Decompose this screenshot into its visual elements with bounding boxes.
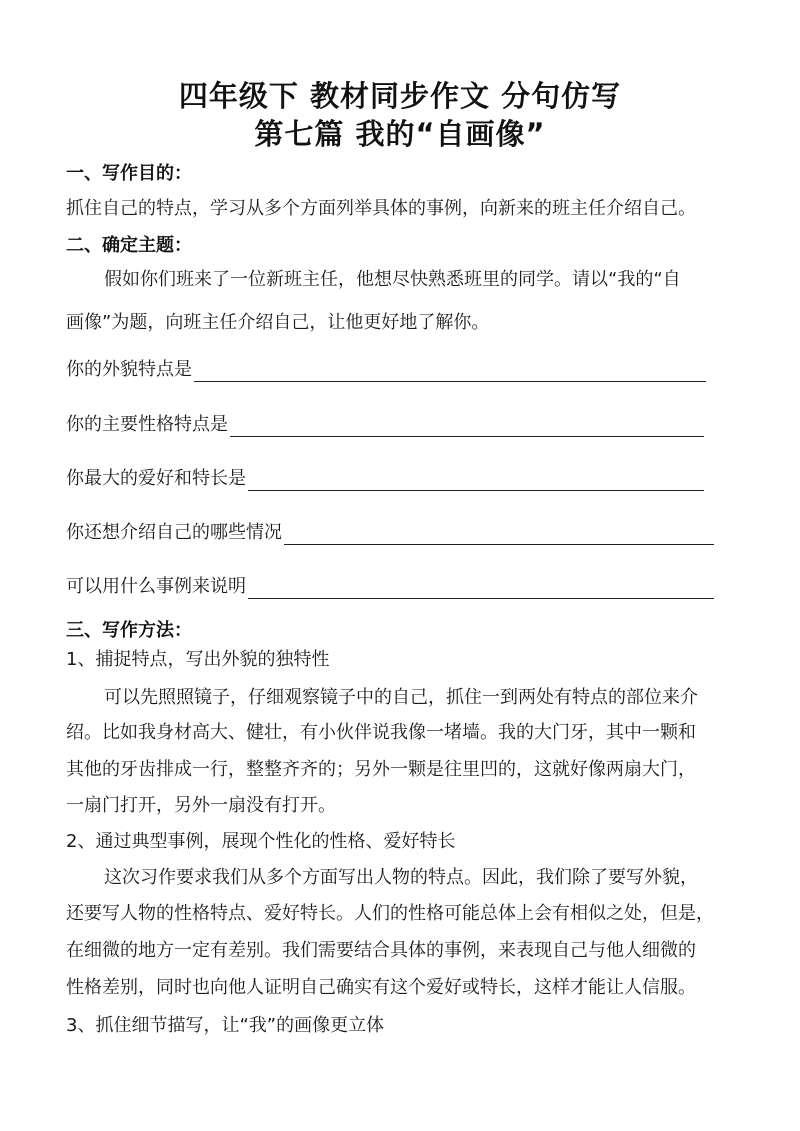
fill-in-row (66, 413, 704, 437)
page-title: 四年级下 教材同步作文 分句仿写 (178, 79, 622, 113)
method-2-line: 还要写人物的性格特点、爱好特长。人们的性格可能总体上会有相似之处，但是， (66, 903, 714, 924)
prompt-label: 可以用什么事例来说明 (66, 576, 246, 597)
theme-paragraph-line: 画像”为题，向班主任介绍自己，让他更好地了解你。 (66, 312, 490, 333)
section-heading-method: 三、写作方法： (66, 620, 192, 641)
fill-in-row (66, 358, 706, 382)
theme-paragraph-line: 假如你们班来了一位新班主任，他想尽快熟悉班里的同学。请以“我的“自 (104, 269, 681, 290)
page-subtitle: 第七篇 我的“自画像” (254, 117, 546, 151)
answer-blank[interactable] (248, 578, 714, 599)
section-heading-theme: 二、确定主题： (66, 235, 192, 256)
fill-in-row (66, 521, 714, 545)
method-1-line: 其他的牙齿排成一行，整整齐齐的；另外一颗是往里凹的，这就好像两扇大门， (66, 759, 696, 780)
purpose-text: 抓住自己的特点，学习从多个方面列举具体的事例，向新来的班主任介绍自己。 (66, 198, 696, 219)
answer-blank[interactable] (230, 416, 704, 437)
method-1-line: 绍。比如我身材高大、健壮，有小伙伴说我像一堵墙。我的大门牙，其中一颗和 (66, 722, 696, 743)
method-title-2: 2、通过典型事例，展现个性化的性格、爱好特长 (66, 831, 456, 852)
method-2-line: 在细微的地方一定有差别。我们需要结合具体的事例，来表现自己与他人细微的 (66, 940, 696, 961)
answer-blank[interactable] (194, 361, 706, 382)
fill-in-row (66, 467, 704, 491)
fill-in-row (66, 575, 714, 599)
prompt-label: 你还想介绍自己的哪些情况 (66, 522, 282, 543)
method-title-1: 1、捕捉特点，写出外貌的独特性 (66, 649, 330, 670)
method-2-line: 这次习作要求我们从多个方面写出人物的特点。因此，我们除了要写外貌， (104, 867, 698, 888)
prompt-label: 你的主要性格特点是 (66, 414, 228, 435)
prompt-label: 你的外貌特点是 (66, 359, 192, 380)
section-heading-purpose: 一、写作目的： (66, 163, 192, 184)
method-title-3: 3、抓住细节描写，让“我”的画像更立体 (66, 1015, 385, 1036)
method-1-line: 一扇门打开，另外一扇没有打开。 (66, 795, 336, 816)
answer-blank[interactable] (284, 524, 714, 545)
method-1-line: 可以先照照镜子，仔细观察镜子中的自己，抓住一到两处有特点的部位来介 (104, 687, 698, 708)
prompt-label: 你最大的爱好和特长是 (66, 468, 246, 489)
answer-blank[interactable] (248, 470, 704, 491)
method-2-line: 性格差别，同时也向他人证明自己确实有这个爱好或特长，这样才能让人信服。 (66, 977, 696, 998)
